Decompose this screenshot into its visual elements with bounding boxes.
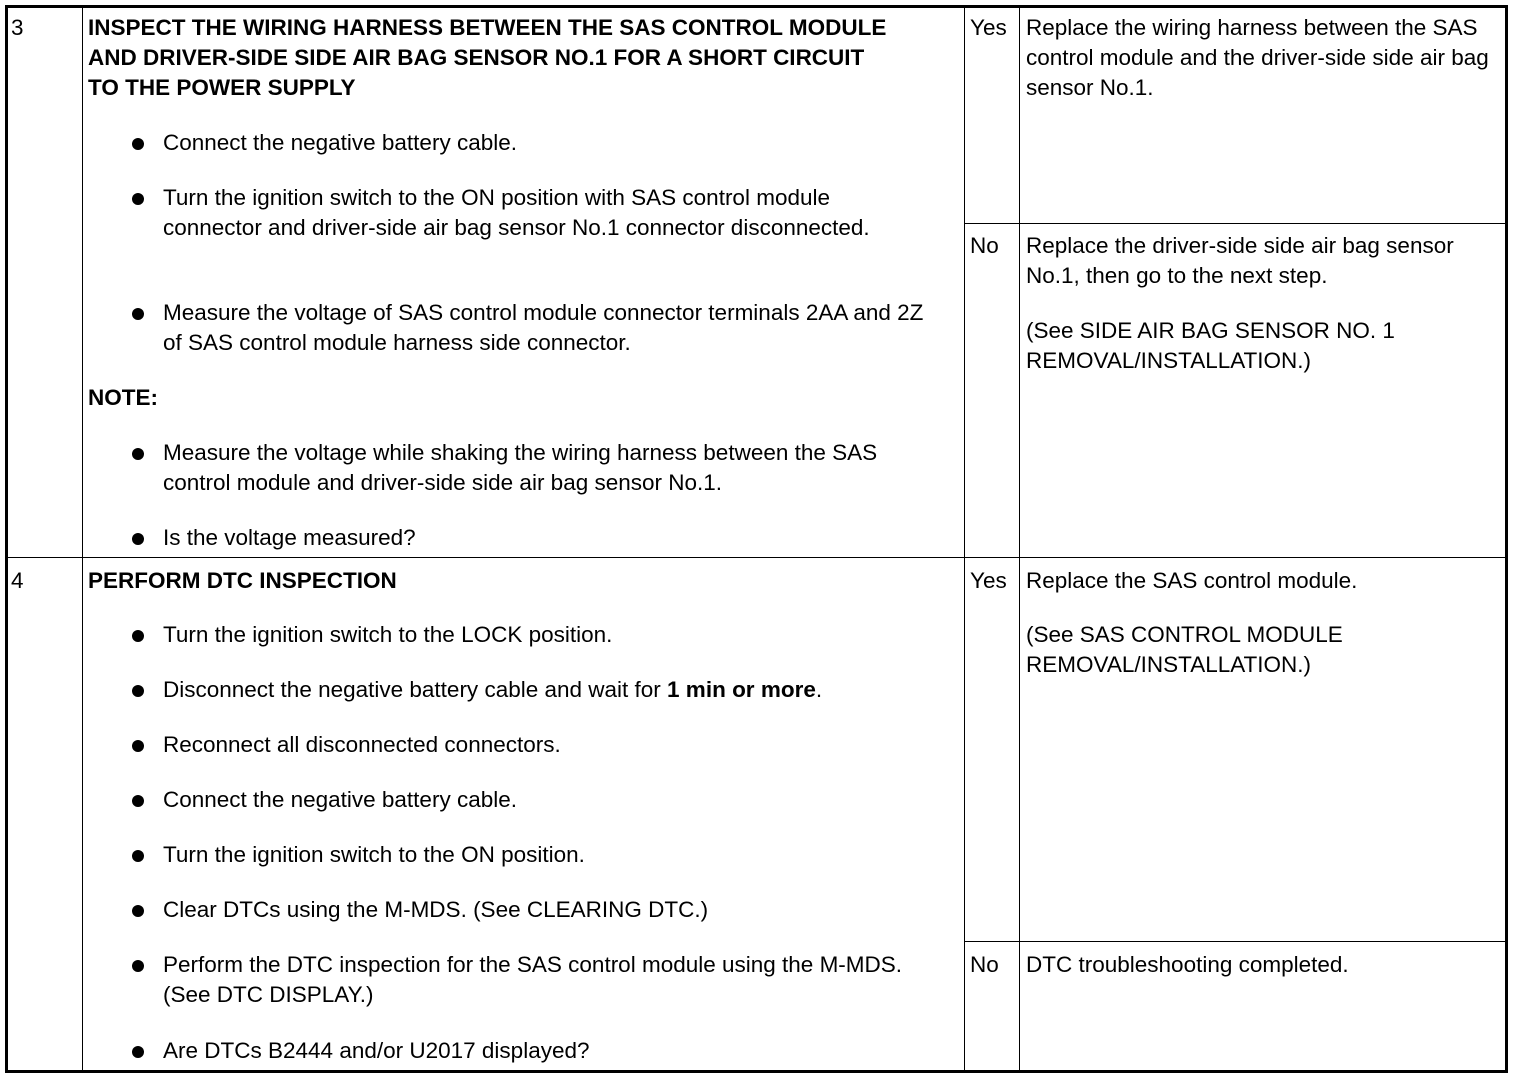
procedure-bullet: Reconnect all disconnected connectors. [163,732,561,757]
procedure-bullet: Turn the ignition switch to the LOCK position. [163,622,613,647]
question-bullet: Is the voltage measured? [163,525,416,550]
step-number: 3 [11,15,24,40]
bullet-icon [132,960,144,972]
bullet-icon [132,193,144,205]
yes-no-divider-step4 [965,941,1506,942]
bullet-icon [132,1046,144,1058]
procedure-bullet: Clear DTCs using the M-MDS. (See CLEARING DTC.) [163,897,709,922]
yes-label: Yes [970,568,1007,593]
note-bullet: Measure the voltage while shaking the wiring harness between the SAS control module and driver-side side air bag sensor No.1. [163,440,878,495]
no-reference-link[interactable]: (See SIDE AIR BAG SENSOR NO. 1 REMOVAL/INSTALLATION.) [1026,318,1395,373]
column-divider-result [1019,6,1020,1072]
bullet-icon [132,533,144,545]
bullet-icon [132,905,144,917]
procedure-bullet: Connect the negative battery cable. [163,130,517,155]
step-title: INSPECT THE WIRING HARNESS BETWEEN THE SAS CONTROL MODULE AND DRIVER-SIDE SIDE AIR BAG SENSOR NO.1 FOR A SHORT CIRCUIT TO THE POWER SUPPLY [88,15,887,100]
bullet-icon [132,685,144,697]
yes-action: Replace the wiring harness between the SAS control module and the driver-side side air bag sensor No.1. [1026,15,1489,100]
wait-duration: 1 min or more [667,677,816,702]
procedure-bullet: Turn the ignition switch to the ON position. [163,842,585,867]
bullet-icon [132,850,144,862]
bullet-icon [132,448,144,460]
no-action: Replace the driver-side side air bag sensor No.1, then go to the next step. [1026,233,1454,288]
wait-suffix: . [815,677,823,702]
procedure-bullet: Turn the ignition switch to the ON position with SAS control module connector and driver-side air bag sensor No.1 connector disconnected. [163,185,870,240]
step-title: PERFORM DTC INSPECTION [88,568,397,593]
procedure-bullet: Connect the negative battery cable. [163,787,517,812]
procedure-bullet: Perform the DTC inspection for the SAS control module using the M-MDS. (See DTC DISPLAY.) [163,952,903,1007]
question-bullet: Are DTCs B2444 and/or U2017 displayed? [163,1038,590,1063]
bullet-icon [132,795,144,807]
column-divider-step [82,6,83,1072]
yes-label: Yes [970,15,1007,40]
bullet-icon [132,308,144,320]
bullet-icon [132,740,144,752]
no-action: DTC troubleshooting completed. [1026,952,1349,977]
row-divider [6,557,1506,558]
bullet-icon [132,630,144,642]
wait-text: Disconnect the negative battery cable and wait for [163,677,668,702]
bullet-icon [132,138,144,150]
column-divider-procedure [964,6,965,1072]
no-label: No [970,952,999,977]
procedure-bullet: Measure the voltage of SAS control module connector terminals 2AA and 2Z of SAS control module harness side connector. [163,300,924,355]
yes-action: Replace the SAS control module. [1026,568,1358,593]
step-number: 4 [11,568,24,593]
yes-reference-link[interactable]: (See SAS CONTROL MODULE REMOVAL/INSTALLATION.) [1026,622,1343,677]
note-label: NOTE: [88,385,158,410]
yes-no-divider-step3 [965,223,1506,224]
procedure-bullet-wait [163,675,943,705]
no-label: No [970,233,999,258]
